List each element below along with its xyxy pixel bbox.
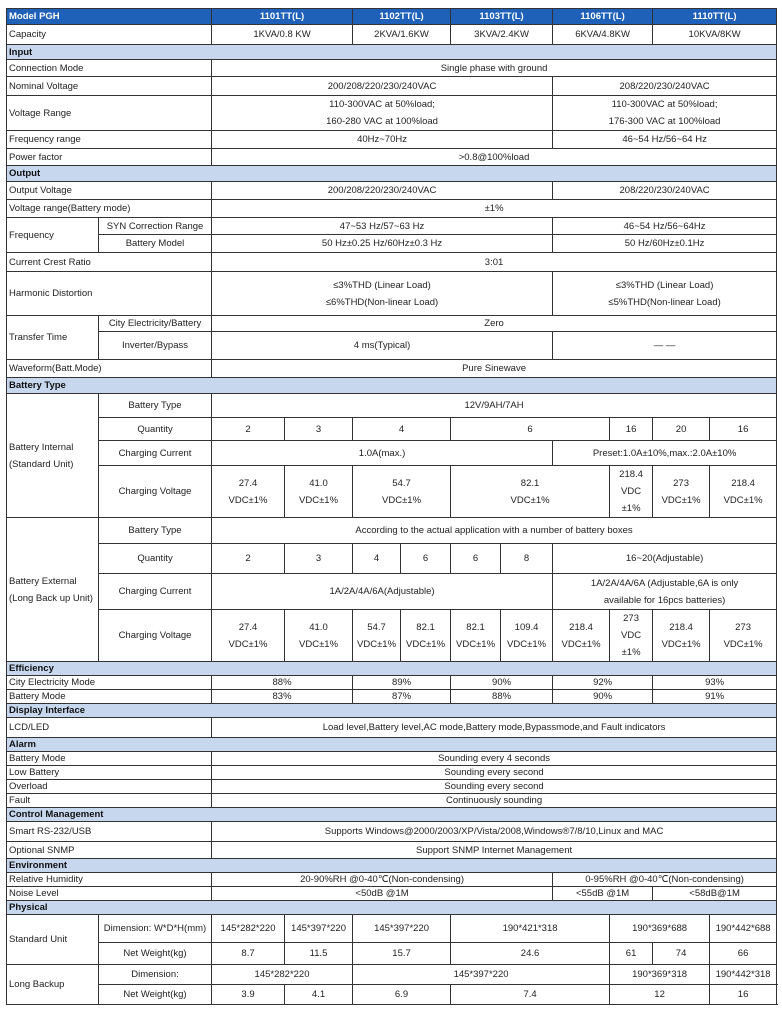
cell: 200/208/220/230/240VAC <box>212 77 553 96</box>
cell <box>401 610 451 662</box>
cell: — — <box>553 332 777 360</box>
cell: <58dB@1M <box>653 887 777 901</box>
line: VDC±1% <box>723 638 763 650</box>
cell <box>553 272 777 316</box>
table-row <box>7 360 777 378</box>
cell: 47~53 Hz/57~63 Hz <box>212 218 553 235</box>
cell: >0.8@100%load <box>212 149 777 166</box>
cell: 16 <box>710 418 777 441</box>
cell: 2 <box>212 544 285 574</box>
table-row <box>7 822 777 842</box>
line: VDC ±1% <box>621 486 642 514</box>
cell: Sounding every second <box>212 780 777 794</box>
row-label: Optional SNMP <box>7 842 212 859</box>
cell: <50dB @1M <box>212 887 553 901</box>
cell <box>553 610 610 662</box>
capacity-row <box>7 25 777 45</box>
section-title: Input <box>7 45 777 60</box>
row-label: LCD/LED <box>7 718 212 738</box>
cell: 74 <box>653 943 710 965</box>
cell: ±1% <box>212 200 777 218</box>
section-physical <box>7 901 777 915</box>
line: 160-280 VAC at 100%load <box>326 116 438 127</box>
line: 41.0 <box>309 477 328 489</box>
cell: 93% <box>653 676 777 690</box>
cell: 208/220/230/240VAC <box>553 182 777 200</box>
sub-label: City Electricity/Battery <box>99 316 212 332</box>
cell: 87% <box>353 690 451 704</box>
line: 27.4 <box>238 477 258 489</box>
cell: 190*369*318 <box>610 965 710 985</box>
cell: Load level,Battery level,AC mode,Battery mode,Bypassmode,and Fault indicators <box>212 718 777 738</box>
table-row <box>7 985 777 1005</box>
sub-label: Net Weight(kg) <box>99 985 212 1005</box>
table-row <box>7 418 777 441</box>
sub-label: Net Weight(kg) <box>99 943 212 965</box>
cell: 6.9 <box>353 985 451 1005</box>
cell: 50 Hz/60Hz±0.1Hz <box>553 235 777 253</box>
model-1110: 1110TT(L) <box>653 9 777 25</box>
cell: According to the actual application with a number of battery boxes <box>212 518 777 544</box>
table-row <box>7 676 777 690</box>
table-row <box>7 96 777 131</box>
line: 218.4 <box>669 621 693 633</box>
line: 273 <box>623 613 639 624</box>
table-row <box>7 77 777 96</box>
line: 218.4 <box>619 469 643 480</box>
cell: Support SNMP Internet Management <box>212 842 777 859</box>
sub-label: SYN Correction Range <box>99 218 212 235</box>
cell: 83% <box>212 690 353 704</box>
line: VDC±1% <box>382 494 422 506</box>
cell: 92% <box>553 676 653 690</box>
cell: 3.9 <box>212 985 285 1005</box>
sub-label: Dimension: W*D*H(mm) <box>99 915 212 943</box>
table-row <box>7 466 777 518</box>
section-battery <box>7 378 777 394</box>
line: (Long Back up Unit) <box>9 592 93 604</box>
table-row <box>7 200 777 218</box>
cell <box>451 610 501 662</box>
row-label: Noise Level <box>7 887 212 901</box>
model-1103: 1103TT(L) <box>451 9 553 25</box>
row-label: Smart RS-232/USB <box>7 822 212 842</box>
table-row <box>7 610 777 662</box>
cell <box>653 466 710 518</box>
cell: 6 <box>401 544 451 574</box>
sub-label: Charging Current <box>99 441 212 466</box>
cell: 0-95%RH @0-40℃(Non-condensing) <box>553 873 777 887</box>
cell: 145*397*220 <box>285 915 353 943</box>
line: VDC±1% <box>661 494 701 506</box>
table-row <box>7 131 777 149</box>
table-row <box>7 272 777 316</box>
row-label: Frequency range <box>7 131 212 149</box>
table-row <box>7 780 777 794</box>
row-label: Voltage range(Battery mode) <box>7 200 212 218</box>
line: available for 16pcs batteries) <box>603 594 726 606</box>
cell: 200/208/220/230/240VAC <box>212 182 553 200</box>
line: 1A/2A/4A/6A (Adjustable,6A is only <box>590 577 739 589</box>
table-row <box>7 544 777 574</box>
cell: 88% <box>451 690 553 704</box>
cell: 16~20(Adjustable) <box>553 544 777 574</box>
line: 218.4 <box>569 621 593 633</box>
cell <box>710 466 777 518</box>
row-label: Nominal Voltage <box>7 77 212 96</box>
cell <box>212 466 285 518</box>
cell <box>353 466 451 518</box>
cell: Zero <box>212 316 777 332</box>
cell: 90% <box>553 690 653 704</box>
table-row <box>7 394 777 418</box>
cell: 61 <box>610 943 653 965</box>
cell: 16 <box>610 418 653 441</box>
row-label: Harmonic Distortion <box>7 272 212 316</box>
sub-label: Charging Voltage <box>99 466 212 518</box>
cell: 4 <box>353 544 401 574</box>
line: (Standard Unit) <box>9 458 74 470</box>
table-row <box>7 965 777 985</box>
cell <box>353 610 401 662</box>
sub-label: Quantity <box>99 544 212 574</box>
line: VDC±1% <box>507 638 547 650</box>
cell: 12V/9AH/7AH <box>212 394 777 418</box>
row-label: Battery Mode <box>7 752 212 766</box>
line: VDC±1% <box>228 494 268 506</box>
cell: 88% <box>212 676 353 690</box>
row-label: Long Backup <box>7 965 99 1005</box>
table-row <box>7 253 777 272</box>
line: VDC±1% <box>723 494 763 506</box>
cell: 190*442*688 <box>710 915 777 943</box>
cell: 6 <box>451 418 610 441</box>
cell: 1A/2A/4A/6A(Adjustable) <box>212 574 553 610</box>
battery-internal-label <box>7 394 99 518</box>
table-row <box>7 441 777 466</box>
cell: 6 <box>451 544 501 574</box>
line: ≤5%THD(Non-linear Load) <box>608 296 721 308</box>
section-display <box>7 704 777 718</box>
sub-label: Inverter/Bypass <box>99 332 212 360</box>
section-title: Output <box>7 166 777 182</box>
cell <box>501 610 553 662</box>
cell <box>285 610 353 662</box>
line: VDC±1% <box>228 638 268 650</box>
sub-label: Dimension: <box>99 965 212 985</box>
line: VDC ±1% <box>621 630 642 658</box>
line: VDC±1% <box>406 638 446 650</box>
row-label: Transfer Time <box>7 316 99 360</box>
sub-label: Battery Model <box>99 235 212 253</box>
section-title: Physical <box>7 901 777 915</box>
cell: 15.7 <box>353 943 451 965</box>
spec-table <box>6 8 777 1005</box>
line: ≤6%THD(Non-linear Load) <box>325 296 439 308</box>
table-row <box>7 235 777 253</box>
cell: 1.0A(max.) <box>212 441 553 466</box>
row-label: Connection Mode <box>7 60 212 77</box>
cell: 16 <box>710 985 777 1005</box>
table-row <box>7 794 777 808</box>
cell: 10KVA/8KW <box>653 25 777 45</box>
row-label: Battery Mode <box>7 690 212 704</box>
line: 27.4 <box>238 621 258 633</box>
line: 82.1 <box>520 477 540 489</box>
cell <box>451 466 610 518</box>
table-row <box>7 332 777 360</box>
cell: 2 <box>212 418 285 441</box>
row-label: Power factor <box>7 149 212 166</box>
line: 273 <box>735 621 752 633</box>
cell: Sounding every 4 seconds <box>212 752 777 766</box>
line: Battery External <box>9 575 77 587</box>
cell <box>553 96 777 131</box>
section-alarm <box>7 738 777 752</box>
cell: 8.7 <box>212 943 285 965</box>
cell: 40Hz~70Hz <box>212 131 553 149</box>
section-input <box>7 45 777 60</box>
line: VDC±1% <box>299 638 339 650</box>
cell: 4 <box>353 418 451 441</box>
table-row <box>7 690 777 704</box>
row-label: City Electricity Mode <box>7 676 212 690</box>
line: 218.4 <box>731 477 755 489</box>
table-row <box>7 915 777 943</box>
table-row <box>7 218 777 235</box>
cell <box>212 610 285 662</box>
cell <box>610 610 653 662</box>
section-output <box>7 166 777 182</box>
cell <box>653 610 710 662</box>
cell: 4.1 <box>285 985 353 1005</box>
cell: 4 ms(Typical) <box>212 332 553 360</box>
line: VDC±1% <box>510 494 550 506</box>
model-label: Model PGH <box>7 9 212 25</box>
cell: <55dB @1M <box>553 887 653 901</box>
cell <box>285 466 353 518</box>
cell: 3KVA/2.4KW <box>451 25 553 45</box>
section-environment <box>7 859 777 873</box>
sub-label: Charging Voltage <box>99 610 212 662</box>
section-title: Environment <box>7 859 777 873</box>
row-label: Current Crest Ratio <box>7 253 212 272</box>
cell: 145*397*220 <box>353 915 451 943</box>
sub-label: Battery Type <box>99 518 212 544</box>
cell: 90% <box>451 676 553 690</box>
line: 41.0 <box>309 621 328 633</box>
cell <box>212 272 553 316</box>
cell: 91% <box>653 690 777 704</box>
cell: Pure Sinewave <box>212 360 777 378</box>
cell: 89% <box>353 676 451 690</box>
table-row <box>7 316 777 332</box>
section-title: Display Interface <box>7 704 777 718</box>
table-row <box>7 873 777 887</box>
line: VDC±1% <box>661 638 701 650</box>
table-row <box>7 149 777 166</box>
cell: 145*282*220 <box>212 915 285 943</box>
table-row <box>7 943 777 965</box>
cell: 66 <box>710 943 777 965</box>
section-control <box>7 808 777 822</box>
line: ≤3%THD (Linear Load) <box>615 279 714 291</box>
cell: Continuously sounding <box>212 794 777 808</box>
cell: 1KVA/0.8 KW <box>212 25 353 45</box>
line: 110-300VAC at 50%load; <box>611 99 718 110</box>
row-label: Fault <box>7 794 212 808</box>
cell: 46~54 Hz/56~64 Hz <box>553 131 777 149</box>
line: 176-300 VAC at 100%load <box>608 116 721 127</box>
section-title: Alarm <box>7 738 777 752</box>
table-row <box>7 574 777 610</box>
line: VDC±1% <box>561 638 601 650</box>
cell: Sounding every second <box>212 766 777 780</box>
sub-label: Charging Current <box>99 574 212 610</box>
cell: 20-90%RH @0-40℃(Non-condensing) <box>212 873 553 887</box>
section-title: Efficiency <box>7 662 777 676</box>
header-row <box>7 9 777 25</box>
cell: 7.4 <box>451 985 610 1005</box>
section-title: Battery Type <box>7 378 777 394</box>
table-row <box>7 887 777 901</box>
section-efficiency <box>7 662 777 676</box>
model-1106: 1106TT(L) <box>553 9 653 25</box>
row-label: Output Voltage <box>7 182 212 200</box>
model-1102: 1102TT(L) <box>353 9 451 25</box>
table-row <box>7 182 777 200</box>
section-title: Control Management <box>7 808 777 822</box>
cell <box>710 610 777 662</box>
cell: 8 <box>501 544 553 574</box>
line: Battery Internal <box>9 441 74 453</box>
line: 82.1 <box>416 621 435 633</box>
cell: 12 <box>610 985 710 1005</box>
sub-label: Battery Type <box>99 394 212 418</box>
table-row <box>7 60 777 77</box>
cell: 50 Hz±0.25 Hz/60Hz±0.3 Hz <box>212 235 553 253</box>
model-1101: 1101TT(L) <box>212 9 353 25</box>
table-row <box>7 752 777 766</box>
table-row <box>7 518 777 544</box>
table-row <box>7 718 777 738</box>
cell <box>553 574 777 610</box>
line: 109.4 <box>514 621 539 633</box>
cell: 208/220/230/240VAC <box>553 77 777 96</box>
row-label: Overload <box>7 780 212 794</box>
cell: 3:01 <box>212 253 777 272</box>
cell: 3 <box>285 544 353 574</box>
line: 82.1 <box>466 621 485 633</box>
cell: Preset:1.0A±10%,max.:2.0A±10% <box>553 441 777 466</box>
line: VDC±1% <box>456 638 496 650</box>
cell: Single phase with ground <box>212 60 777 77</box>
cell: 3 <box>285 418 353 441</box>
cell: 20 <box>653 418 710 441</box>
cell: 2KVA/1.6KW <box>353 25 451 45</box>
line: VDC±1% <box>357 638 397 650</box>
row-label: Relative Humidity <box>7 873 212 887</box>
row-label: Voltage Range <box>7 96 212 131</box>
cell: 6KVA/4.8KW <box>553 25 653 45</box>
line: 110-300VAC at 50%load; <box>329 99 435 110</box>
cell: 46~54 Hz/56~64Hz <box>553 218 777 235</box>
cell: 11.5 <box>285 943 353 965</box>
sub-label: Quantity <box>99 418 212 441</box>
cell: 190*442*318 <box>710 965 777 985</box>
row-label: Frequency <box>7 218 99 253</box>
line: 54.7 <box>392 477 411 489</box>
cell: 145*282*220 <box>212 965 353 985</box>
cell <box>212 96 553 131</box>
row-label: Standard Unit <box>7 915 99 965</box>
line: ≤3%THD (Linear Load) <box>333 279 431 291</box>
cell: 145*397*220 <box>353 965 610 985</box>
row-label: Waveform(Batt.Mode) <box>7 360 212 378</box>
cell: 24.6 <box>451 943 610 965</box>
cell: Supports Windows@2000/2003/XP/Vista/2008,Windows®7/8/10,Linux and MAC <box>212 822 777 842</box>
cell: 190*421*318 <box>451 915 610 943</box>
line: 54.7 <box>367 621 386 633</box>
cell <box>610 466 653 518</box>
line: 273 <box>673 477 689 489</box>
cell: 190*369*688 <box>610 915 710 943</box>
line: VDC±1% <box>299 494 339 506</box>
row-label: Capacity <box>7 25 212 45</box>
battery-external-label <box>7 518 99 662</box>
row-label: Low Battery <box>7 766 212 780</box>
table-row <box>7 842 777 859</box>
table-row <box>7 766 777 780</box>
